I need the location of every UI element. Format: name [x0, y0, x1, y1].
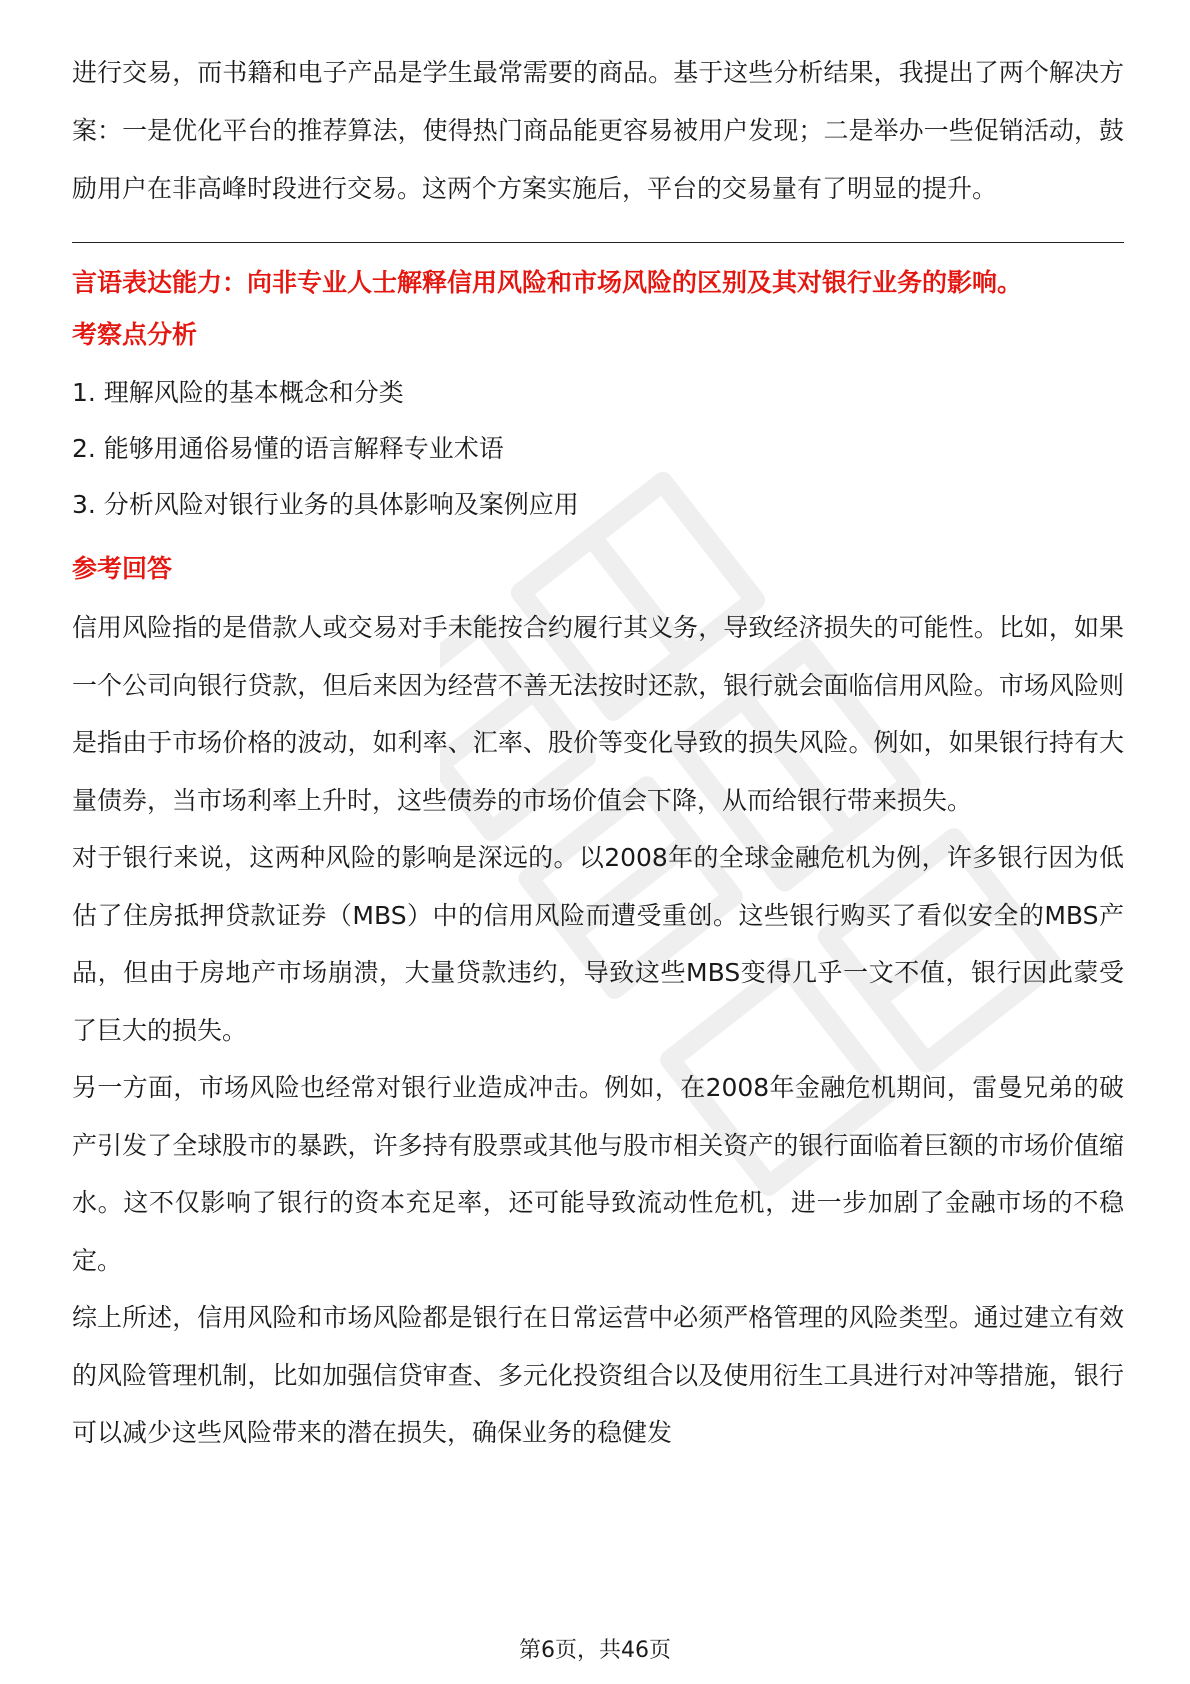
answer-paragraph: 另一方面，市场风险也经常对银行业造成冲击。例如，在2008年金融危机期间，雷曼兄弟的破产引发了全球股市的暴跌，许多持有股票或其他与股市相关资产的银行面临着巨额的市场价值缩水。这不仅影响了银行的资本充足率，还可能导致流动性危机，进一步加剧了金融市场的不稳定。 [72, 1073, 1124, 1275]
section-divider [72, 242, 1124, 243]
answer-section [72, 551, 1124, 1462]
list-item: 2. 能够用通俗易懂的语言解释专业术语 [72, 434, 504, 463]
question-heading: 言语表达能力：向非专业人士解释信用风险和市场风险的区别及其对银行业务的影响。 [72, 268, 1023, 297]
page-number: 第6页，共46页 [519, 1638, 671, 1663]
document-page [72, 44, 1124, 1462]
analysis-title: 考察点分析 [72, 320, 198, 349]
analysis-section [72, 317, 1124, 533]
answer-title: 参考回答 [72, 554, 173, 583]
analysis-points [72, 365, 1124, 533]
answer-paragraph: 信用风险指的是借款人或交易对手未能按合约履行其义务，导致经济损失的可能性。比如，如果一个公司向银行贷款，但后来因为经营不善无法按时还款，银行就会面临信用风险。市场风险则是指由于市场价格的波动，如利率、汇率、股价等变化导致的损失风险。例如，如果银行持有大量债券，当市场利率上升时，这些债券的市场价值会下降，从而给银行带来损失。 [72, 613, 1124, 815]
list-item: 3. 分析风险对银行业务的具体影响及案例应用 [72, 490, 579, 519]
answer-paragraph: 综上所述，信用风险和市场风险都是银行在日常运营中必须严格管理的风险类型。通过建立有效的风险管理机制，比如加强信贷审查、多元化投资组合以及使用衍生工具进行对冲等措施，银行可以减少这些风险带来的潜在损失，确保业务的稳健发 [72, 1303, 1124, 1447]
intro-paragraph: 进行交易，而书籍和电子产品是学生最常需要的商品。基于这些分析结果，我提出了两个解决方案：一是优化平台的推荐算法，使得热门商品能更容易被用户发现；二是举办一些促销活动，鼓励用户在非高峰时段进行交易。这两个方案实施后，平台的交易量有了明显的提升。 [72, 58, 1124, 203]
list-item: 1. 理解风险的基本概念和分类 [72, 378, 404, 407]
answer-paragraph: 对于银行来说，这两种风险的影响是深远的。以2008年的全球金融危机为例，许多银行因为低估了住房抵押贷款证券（MBS）中的信用风险而遭受重创。这些银行购买了看似安全的MBS产品，但由于房地产市场崩溃，大量贷款违约，导致这些MBS变得几乎一文不值，银行因此蒙受了巨大的损失。 [72, 843, 1124, 1045]
